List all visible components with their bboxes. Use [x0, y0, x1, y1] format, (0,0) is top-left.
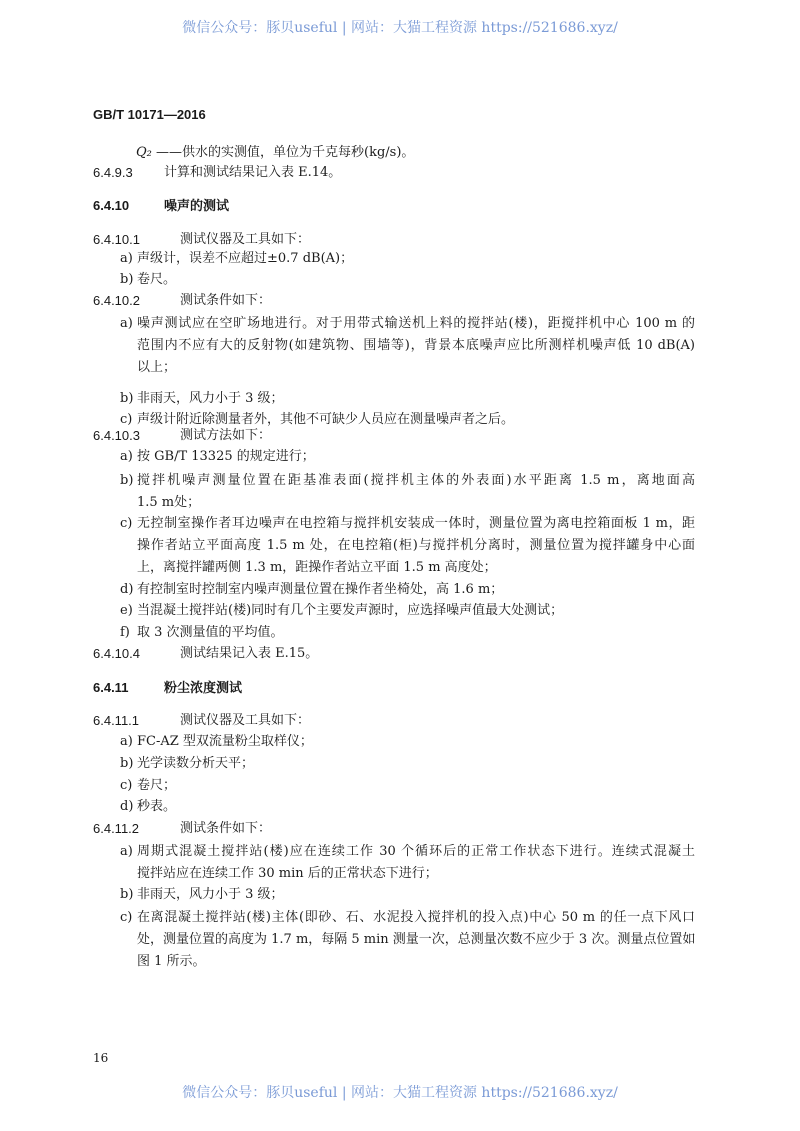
list-item-text: 1.5 m处； [137, 495, 201, 510]
clause-number: 6.4.10.4 [93, 646, 140, 661]
standard-code-header: GB/T 10171—2016 [93, 107, 206, 122]
list-item-text: 声级计，误差不应超过±0.7 dB(A)； [137, 251, 354, 266]
list-item-text: 噪声测试应在空旷场地进行。对于用带式输送机上料的搅拌站(楼)，距搅拌机中心 100 m 的 [137, 316, 695, 331]
clause-text: 测试条件如下： [180, 821, 272, 836]
list-item-text: 在离混凝土搅拌站(楼)主体(即砂、石、水泥投入搅拌机的投入点)中心 50 m 的任一点下风口 [137, 910, 695, 925]
list-item-text: 卷尺。 [137, 272, 177, 287]
list-item-label: a) [120, 844, 133, 859]
q2-text: ——供水的实测值，单位为千克每秒(kg/s)。 [156, 145, 415, 160]
clause-number: 6.4.11.1 [93, 713, 140, 728]
watermark-bottom: 微信公众号：豚贝useful | 网站：大猫工程资源 https://521686.xyz/ [182, 1085, 618, 1101]
list-item-text: 光学读数分析天平； [137, 756, 255, 771]
watermark-top: 微信公众号：豚贝useful | 网站：大猫工程资源 https://521686.xyz/ [182, 20, 618, 36]
list-item-text: 以上； [137, 360, 177, 375]
list-item-label: c) [120, 516, 133, 531]
list-item-label: c) [120, 778, 133, 793]
list-item-label: d) [120, 799, 134, 814]
list-item-label: c) [120, 412, 133, 427]
list-item-label: f) [120, 625, 130, 640]
list-item-label: a) [120, 316, 133, 331]
list-item-label: e) [120, 603, 133, 618]
section-heading: 粉尘浓度测试 [164, 680, 243, 695]
list-item-label: d) [120, 582, 134, 597]
section-heading: 噪声的测试 [164, 198, 230, 213]
list-item-label: b) [120, 473, 134, 488]
clause-text: 测试方法如下： [180, 428, 272, 443]
clause-number: 6.4.10.2 [93, 293, 140, 308]
list-item-label: a) [120, 734, 133, 749]
clause-number: 6.4.10 [93, 198, 130, 213]
list-item-text: 卷尺； [137, 778, 177, 793]
page-number: 16 [93, 1051, 109, 1065]
clause-text: 测试仪器及工具如下： [180, 713, 311, 728]
list-item-text: 周期式混凝土搅拌站(楼)应在连续工作 30 个循环后的正常工作状态下进行。连续式混凝土 [137, 844, 695, 859]
q2-symbol: Q₂ [136, 145, 152, 160]
list-item-text: FC-AZ 型双流量粉尘取样仪； [137, 734, 313, 749]
list-item-text: 操作者站立平面高度 1.5 m 处，在电控箱(柜)与搅拌机分离时，测量位置为搅拌罐身中心面 [137, 538, 695, 553]
list-item-text: 声级计附近除测量者外，其他不可缺少人员应在测量噪声者之后。 [137, 412, 515, 427]
list-item-text: 按 GB/T 13325 的规定进行； [137, 449, 315, 464]
clause-number: 6.4.10.3 [93, 428, 140, 443]
clause-number: 6.4.9.3 [93, 165, 133, 180]
list-item-label: b) [120, 887, 134, 902]
q2-definition [136, 145, 414, 161]
list-item-label: a) [120, 251, 133, 266]
list-item-label: c) [120, 910, 133, 925]
list-item-text: 非雨天，风力小于 3 级； [137, 887, 284, 902]
list-item-text: 范围内不应有大的反射物(如建筑物、围墙等)，背景本底噪声应比所测样机噪声低 10 dB(A) [137, 338, 695, 353]
list-item-text: 秒表。 [137, 799, 177, 814]
list-item-text: 搅拌机噪声测量位置在距基准表面(搅拌机主体的外表面)水平距离 1.5 m，离地面高 [137, 473, 695, 488]
list-item-text: 非雨天，风力小于 3 级； [137, 391, 284, 406]
list-item-text: 上，离搅拌罐两侧 1.3 m，距操作者站立平面 1.5 m 高度处； [137, 560, 497, 575]
list-item-label: a) [120, 449, 133, 464]
list-item-text: 无控制室操作者耳边噪声在电控箱与搅拌机安装成一体时，测量位置为离电控箱面板 1 m，距 [137, 516, 695, 531]
clause-text: 测试结果记入表 E.15。 [180, 646, 319, 661]
clause-number: 6.4.11 [93, 680, 129, 695]
clause-text: 测试条件如下： [180, 293, 272, 308]
clause-number: 6.4.11.2 [93, 821, 140, 836]
list-item-label: b) [120, 272, 134, 287]
list-item-text: 当混凝土搅拌站(楼)同时有几个主要发声源时，应选择噪声值最大处测试； [137, 603, 564, 618]
clause-number: 6.4.10.1 [93, 232, 140, 247]
clause-text: 测试仪器及工具如下： [180, 232, 311, 247]
list-item-label: b) [120, 391, 134, 406]
clause-text: 计算和测试结果记入表 E.14。 [164, 165, 342, 180]
list-item-text: 图 1 所示。 [137, 954, 206, 969]
list-item-text: 有控制室时控制室内噪声测量位置在操作者坐椅处，高 1.6 m； [137, 582, 504, 597]
list-item-label: b) [120, 756, 134, 771]
list-item-text: 处，测量位置的高度为 1.7 m，每隔 5 min 测量一次，总测量次数不应少于 3 次。测量点位置如 [137, 932, 696, 947]
list-item-text: 搅拌站应在连续工作 30 min 后的正常状态下进行； [137, 866, 438, 881]
list-item-text: 取 3 次测量值的平均值。 [137, 625, 284, 640]
